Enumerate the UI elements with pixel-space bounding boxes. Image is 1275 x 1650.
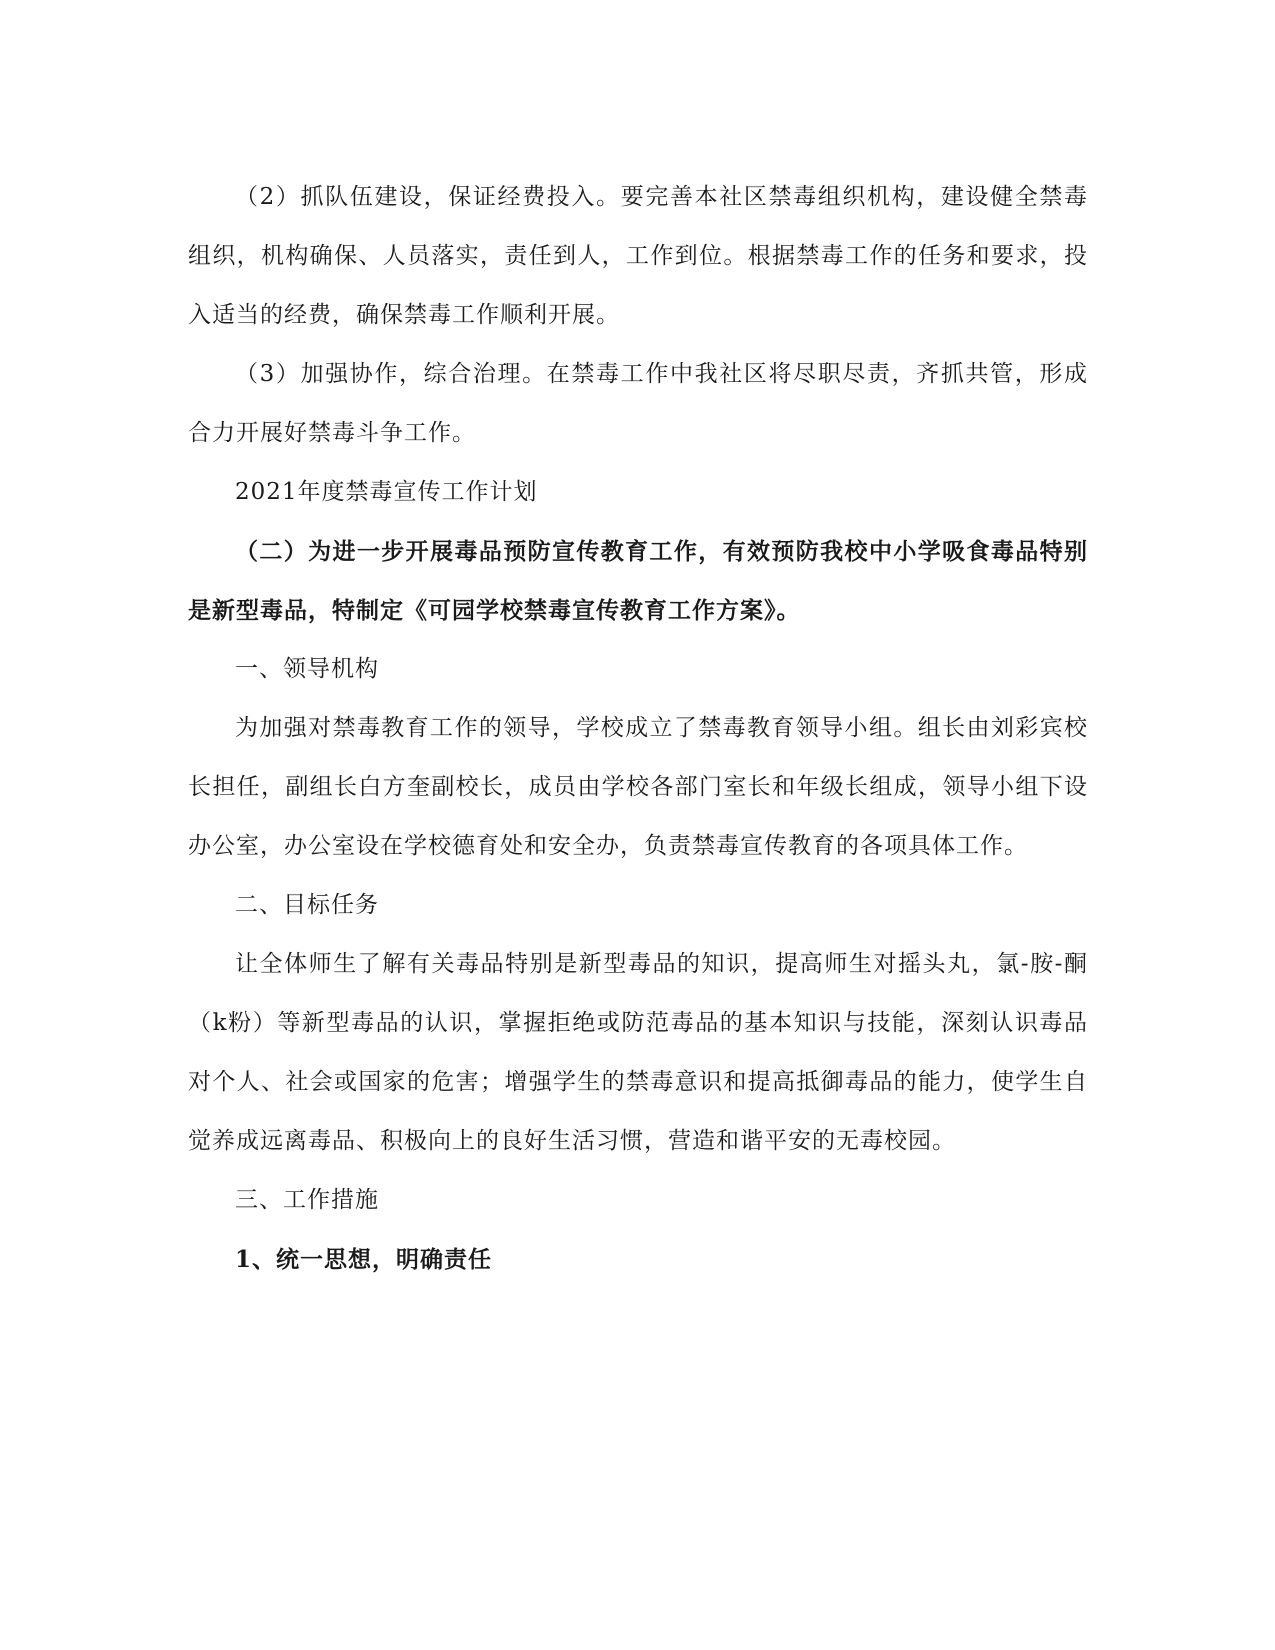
paragraph-leadership: 为加强对禁毒教育工作的领导，学校成立了禁毒教育领导小组。组长由刘彩宾校长担任，副组长白方奎副校长，成员由学校各部门室长和年级长组成，领导小组下设办公室，办公室设在学校德育处和安全办，负责禁毒宣传教育的各项具体工作。 — [188, 715, 1088, 859]
paragraph-goals: 让全体师生了解有关毒品特别是新型毒品的知识，提高师生对摇头丸，氯-胺-酮（k粉）等新型毒品的认识，掌握拒绝或防范毒品的基本知识与技能，深刻认识毒品对个人、社会或国家的危害；增强学生的禁毒意识和提高抵御毒品的能力，使学生自觉养成远离毒品、积极向上的良好生活习惯，营造和谐平安的无毒校园。 — [188, 951, 1088, 1154]
heading-goals: 二、目标任务 — [235, 892, 379, 918]
paragraph-plan-intro: （二）为进一步开展毒品预防宣传教育工作，有效预防我校中小学吸食毒品特别是新型毒品，特制定《可园学校禁毒宣传教育工作方案》。 — [188, 538, 1088, 624]
subheading-unify-thinking: 1、统一思想，明确责任 — [235, 1246, 493, 1273]
paragraph-cooperation: （3）加强协作，综合治理。在禁毒工作中我社区将尽职尽责，齐抓共管，形成合力开展好禁毒斗争工作。 — [188, 361, 1088, 446]
heading-leadership: 一、领导机构 — [235, 656, 379, 682]
heading-measures: 三、工作措施 — [235, 1187, 379, 1213]
document-body — [188, 168, 1088, 1289]
paragraph-plan-title: 2021年度禁毒宣传工作计划 — [235, 479, 538, 505]
paragraph-team-building: （2）抓队伍建设，保证经费投入。要完善本社区禁毒组织机构，建设健全禁毒组织，机构确保、人员落实，责任到人，工作到位。根据禁毒工作的任务和要求，投入适当的经费，确保禁毒工作顺利开展。 — [188, 184, 1088, 328]
